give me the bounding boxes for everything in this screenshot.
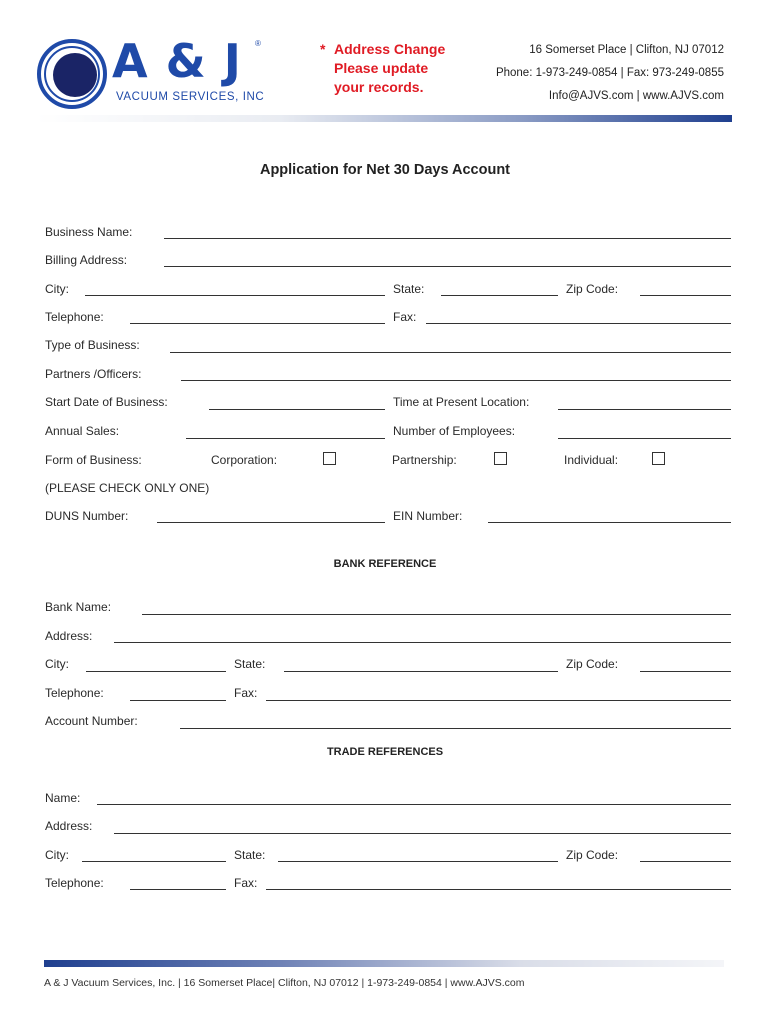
- trade-fax-field[interactable]: [266, 872, 731, 888]
- bank-zip-label: Zip Code:: [566, 657, 619, 671]
- bank-state-line: [284, 671, 558, 672]
- header-divider-bar: [36, 115, 732, 122]
- trade-address-label: Address:: [45, 819, 93, 833]
- partners-line: [181, 380, 731, 381]
- type-of-business-line: [170, 352, 731, 353]
- num-employees-line: [558, 438, 731, 439]
- individual-label: Individual:: [564, 453, 619, 467]
- business-name-line: [164, 238, 731, 239]
- bank-city-field[interactable]: [86, 654, 226, 670]
- bank-zip-line: [640, 671, 731, 672]
- telephone-line: [130, 323, 385, 324]
- num-employees-field[interactable]: [558, 421, 731, 437]
- form-of-business-label: Form of Business:: [45, 453, 142, 467]
- time-at-location-label: Time at Present Location:: [393, 395, 530, 409]
- zip-field[interactable]: [640, 278, 731, 294]
- city-field[interactable]: [85, 278, 385, 294]
- bank-fax-line: [266, 700, 731, 701]
- contact-phone-fax: Phone: 1-973-249-0854 | Fax: 973-249-0855: [495, 67, 724, 79]
- business-name-field[interactable]: [164, 221, 731, 237]
- footer-divider-bar: [44, 960, 724, 967]
- trade-address-line: [114, 833, 731, 834]
- bank-state-field[interactable]: [284, 654, 558, 670]
- partners-field[interactable]: [181, 363, 731, 379]
- trade-city-line: [82, 861, 226, 862]
- bank-reference-heading: BANK REFERENCE: [333, 558, 437, 570]
- trade-city-field[interactable]: [82, 844, 226, 860]
- notice-line-2: Please update: [334, 60, 429, 76]
- billing-address-line: [164, 266, 731, 267]
- trade-zip-label: Zip Code:: [566, 848, 619, 862]
- bank-name-label: Bank Name:: [45, 600, 112, 614]
- logo-sub-text: VACUUM SERVICES, INC: [116, 91, 265, 103]
- start-date-label: Start Date of Business:: [45, 395, 168, 409]
- bank-fax-label: Fax:: [234, 686, 258, 700]
- trade-address-field[interactable]: [114, 816, 731, 832]
- footer-text: A & J Vacuum Services, Inc. | 16 Somerset Place| Clifton, NJ 07012 | 1-973-249-0854 | www.AJVS.com: [44, 977, 525, 989]
- type-of-business-label: Type of Business:: [45, 338, 140, 352]
- partners-label: Partners /Officers:: [45, 367, 142, 381]
- annual-sales-field[interactable]: [186, 421, 385, 437]
- trade-state-label: State:: [234, 848, 266, 862]
- notice-star: *: [320, 41, 326, 57]
- logo-registered-mark: ®: [255, 39, 261, 48]
- city-line: [85, 295, 385, 296]
- trade-fax-line: [266, 889, 731, 890]
- bank-telephone-label: Telephone:: [45, 686, 104, 700]
- fax-line: [426, 323, 731, 324]
- logo-circle-icon: [36, 38, 108, 110]
- corporation-label: Corporation:: [211, 453, 278, 467]
- trade-references-heading: TRADE REFERENCES: [326, 746, 444, 758]
- annual-sales-line: [186, 438, 385, 439]
- individual-checkbox[interactable]: [652, 452, 665, 465]
- corporation-checkbox[interactable]: [323, 452, 336, 465]
- duns-label: DUNS Number:: [45, 509, 129, 523]
- trade-name-label: Name:: [45, 791, 81, 805]
- form-title: Application for Net 30 Days Account: [259, 162, 511, 178]
- check-only-one-note: (PLEASE CHECK ONLY ONE): [45, 481, 210, 495]
- notice-line-1: Address Change: [334, 41, 446, 57]
- bank-name-field[interactable]: [142, 597, 731, 613]
- trade-name-line: [97, 804, 731, 805]
- trade-state-line: [278, 861, 558, 862]
- fax-label: Fax:: [393, 310, 417, 324]
- bank-name-line: [142, 614, 731, 615]
- address-change-notice: [320, 40, 445, 97]
- partnership-label: Partnership:: [392, 453, 457, 467]
- notice-line-3: your records.: [334, 79, 424, 95]
- start-date-line: [209, 409, 385, 410]
- fax-field[interactable]: [426, 306, 731, 322]
- telephone-label: Telephone:: [45, 310, 104, 324]
- time-at-location-line: [558, 409, 731, 410]
- trade-telephone-line: [130, 889, 226, 890]
- annual-sales-label: Annual Sales:: [45, 424, 120, 438]
- bank-state-label: State:: [234, 657, 266, 671]
- bank-city-label: City:: [45, 657, 69, 671]
- duns-field[interactable]: [157, 505, 385, 521]
- contact-email-web: Info@AJVS.com | www.AJVS.com: [548, 90, 724, 102]
- billing-address-field[interactable]: [164, 249, 731, 265]
- time-at-location-field[interactable]: [558, 392, 731, 408]
- state-label: State:: [393, 282, 425, 296]
- trade-zip-line: [640, 861, 731, 862]
- state-field[interactable]: [441, 278, 558, 294]
- bank-address-field[interactable]: [114, 625, 731, 641]
- trade-fax-label: Fax:: [234, 876, 258, 890]
- bank-zip-field[interactable]: [640, 654, 731, 670]
- bank-address-line: [114, 642, 731, 643]
- ein-label: EIN Number:: [393, 509, 463, 523]
- trade-city-label: City:: [45, 848, 69, 862]
- telephone-field[interactable]: [130, 306, 385, 322]
- num-employees-label: Number of Employees:: [393, 424, 516, 438]
- contact-address: 16 Somerset Place | Clifton, NJ 07012: [529, 44, 724, 56]
- duns-line: [157, 522, 385, 523]
- bank-address-label: Address:: [45, 629, 93, 643]
- zip-line: [640, 295, 731, 296]
- business-name-label: Business Name:: [45, 225, 133, 239]
- trade-telephone-field[interactable]: [130, 872, 226, 888]
- bank-fax-field[interactable]: [266, 683, 731, 699]
- ein-field[interactable]: [488, 505, 731, 521]
- account-number-line: [180, 728, 731, 729]
- bank-city-line: [86, 671, 226, 672]
- ein-line: [488, 522, 731, 523]
- logo-brand-text: A & J: [112, 34, 242, 88]
- bank-telephone-field[interactable]: [130, 683, 226, 699]
- type-of-business-field[interactable]: [170, 335, 731, 351]
- company-logo: [36, 36, 266, 108]
- partnership-checkbox[interactable]: [494, 452, 507, 465]
- zip-label: Zip Code:: [566, 282, 619, 296]
- bank-telephone-line: [130, 700, 226, 701]
- trade-name-field[interactable]: [97, 787, 731, 803]
- trade-telephone-label: Telephone:: [45, 876, 104, 890]
- trade-zip-field[interactable]: [640, 844, 731, 860]
- account-number-label: Account Number:: [45, 714, 138, 728]
- state-line: [441, 295, 558, 296]
- city-label: City:: [45, 282, 69, 296]
- trade-state-field[interactable]: [278, 844, 558, 860]
- account-number-field[interactable]: [180, 711, 731, 727]
- billing-address-label: Billing Address:: [45, 253, 128, 267]
- start-date-field[interactable]: [209, 392, 385, 408]
